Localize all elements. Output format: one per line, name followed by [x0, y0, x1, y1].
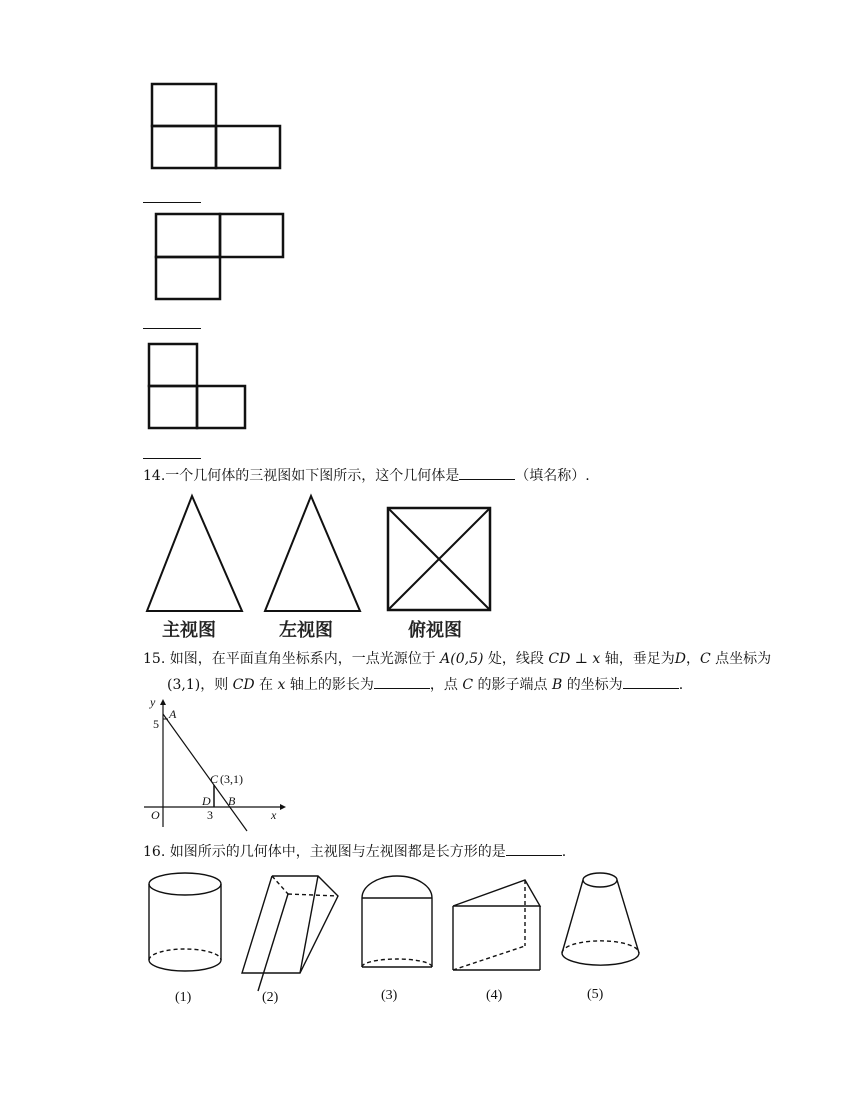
q14-answer-blank[interactable]: [459, 467, 515, 480]
q15-text: 在: [259, 677, 274, 693]
q15-x: x: [277, 677, 286, 693]
tick-label-5: 5: [153, 717, 159, 731]
solid-label-2: (2): [262, 990, 279, 1005]
q16-solids: [140, 866, 660, 1016]
front-view-triangle: [147, 496, 242, 611]
q15-point-c: C: [462, 677, 474, 693]
q15-text: 处，线段: [487, 651, 544, 667]
q16-number: 16.: [143, 844, 166, 860]
q13-figure-3: [145, 340, 255, 435]
q15-text: 的影子端点: [477, 677, 548, 693]
x-axis-arrow: [280, 804, 286, 810]
point-b-label: B: [228, 794, 236, 808]
point-d-label: D: [202, 794, 211, 808]
q15-line-2: [167, 675, 683, 695]
q13-blank-3[interactable]: [143, 458, 201, 459]
q15-text: 轴上的影长为: [289, 677, 374, 693]
q15-point-c: C: [699, 651, 711, 667]
q14-number: 14.: [143, 468, 166, 484]
q15-point-d: D: [674, 651, 686, 667]
y-axis-label: y: [150, 695, 156, 709]
q15-text: 的坐标为: [566, 677, 623, 693]
side-view-label: 左视图: [279, 620, 333, 641]
solid-2-prism: [242, 876, 338, 991]
y-axis-arrow: [160, 699, 166, 705]
q13-figure-2: [152, 210, 292, 305]
q14-text-after: （填名称）.: [515, 468, 590, 484]
solid-1-cylinder: [149, 873, 221, 971]
point-c-coord: (3,1): [220, 772, 243, 786]
q16-text: 如图所示的几何体中，主视图与左视图都是长方形的是: [169, 844, 506, 860]
q15-line-1: [143, 649, 771, 669]
q15-cd: CD: [232, 677, 255, 693]
front-view-label: 主视图: [162, 620, 216, 641]
q13-blank-2[interactable]: [143, 328, 201, 329]
q15-text: ，点: [429, 677, 458, 693]
solid-label-1: (1): [175, 990, 192, 1005]
q15-point-b: B: [551, 677, 563, 693]
solid-label-3: (3): [381, 988, 398, 1003]
q15-number: 15.: [143, 651, 166, 667]
point-a-label: A: [169, 707, 177, 721]
q15-text: (3,1)，则: [167, 677, 229, 693]
q15-text: 轴，垂足为: [604, 651, 675, 667]
origin-label: O: [151, 808, 160, 822]
q16-question: [143, 842, 566, 862]
q15-shadow-length-blank[interactable]: [374, 676, 430, 689]
x-axis-label: x: [271, 808, 277, 822]
q15-segment: CD ⊥ x: [548, 651, 601, 667]
q13-blank-1[interactable]: [143, 202, 201, 203]
solid-label-5: (5): [587, 987, 604, 1002]
q15-b-coord-blank[interactable]: [623, 676, 679, 689]
solid-5-frustum: [562, 873, 639, 965]
top-view-label: 俯视图: [408, 620, 462, 641]
point-c-label: C: [210, 772, 219, 786]
q15-text: 点坐标为: [715, 651, 772, 667]
solid-4-triangular-prism: [453, 880, 540, 970]
q16-answer-blank[interactable]: [506, 843, 562, 856]
q15-point-a: A(0,5): [440, 651, 484, 667]
q16-text-after: .: [561, 844, 567, 860]
solid-3-arch: [362, 876, 432, 967]
q13-figure-1: [148, 80, 288, 175]
q15-coordinate-graph: [140, 697, 290, 832]
q15-text: ，: [685, 651, 700, 667]
q14-question: [143, 466, 590, 486]
q15-text: 如图，在平面直角坐标系内，一点光源位于: [169, 651, 436, 667]
q14-text: 一个几何体的三视图如下图所示，这个几何体是: [165, 468, 460, 484]
solid-label-4: (4): [486, 988, 503, 1003]
side-view-triangle: [265, 496, 360, 611]
tick-label-3: 3: [207, 808, 213, 822]
q14-three-views: [140, 492, 520, 642]
q15-text: .: [678, 677, 684, 693]
